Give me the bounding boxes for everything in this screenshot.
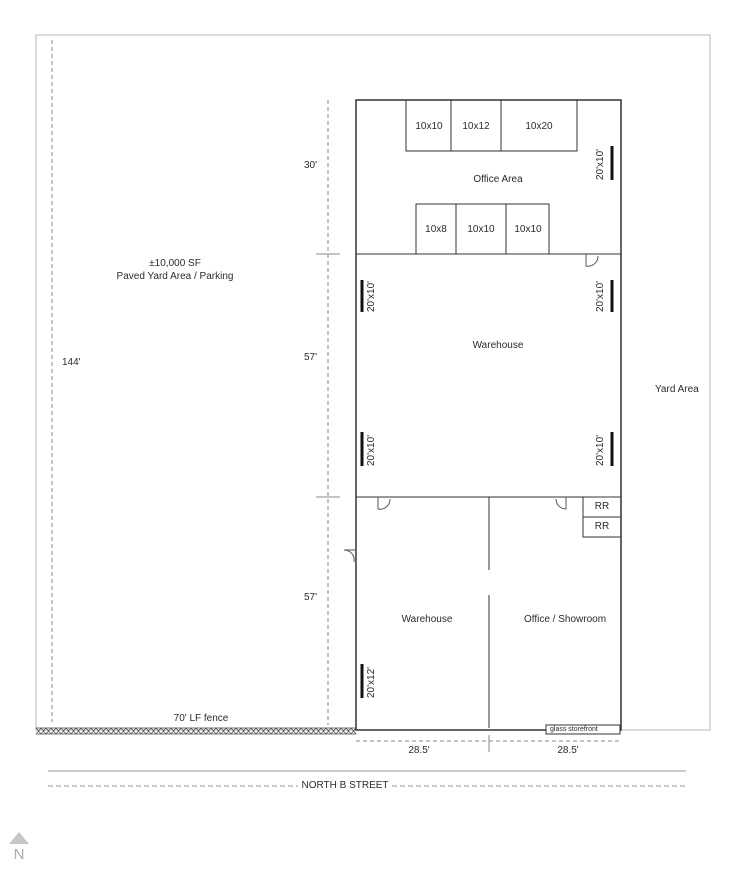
width-left-label: 28.5': [408, 745, 430, 756]
swing-door: [344, 550, 356, 562]
front-depth-label: 57': [304, 592, 318, 603]
door-size-label: 20'x10': [595, 434, 606, 466]
fence-pattern: [36, 728, 356, 734]
fence-label: 70' LF fence: [173, 713, 229, 724]
front-warehouse-label: Warehouse: [401, 614, 453, 625]
restroom-label: RR: [594, 521, 610, 532]
restroom-label: RR: [594, 501, 610, 512]
showroom-label: Office / Showroom: [523, 614, 607, 625]
door-size-label: 20'x12': [366, 666, 377, 698]
north-label: N: [13, 846, 25, 863]
site-depth-label: 144': [62, 357, 81, 368]
office-room-label: 10x12: [462, 121, 490, 132]
office-room-label: 10x10: [514, 224, 542, 235]
yard-area-right-label: Yard Area: [655, 384, 699, 395]
warehouse-depth-label: 57': [304, 352, 318, 363]
yard-area-size: ±10,000 SF: [149, 258, 201, 269]
office-depth-label: 30': [304, 160, 318, 171]
north-arrow-icon: [9, 832, 29, 844]
door-size-label: 20'x10': [595, 280, 606, 312]
north-arrow: [8, 832, 30, 868]
office-room-label: 10x10: [415, 121, 443, 132]
door-size-label: 20'x10': [366, 280, 377, 312]
office-room-label: 10x20: [525, 121, 553, 132]
office-area-label: Office Area: [473, 174, 523, 185]
street-name: NORTH B STREET: [298, 780, 391, 792]
office-room-label: 10x8: [425, 224, 447, 235]
fence-line: [36, 728, 356, 734]
office-room-label: 10x10: [467, 224, 495, 235]
storefront-label: glass storefront: [550, 726, 598, 733]
warehouse-label: Warehouse: [472, 340, 524, 351]
door-size-label: 20'x10': [366, 434, 377, 466]
door-size-label: 20'x10': [595, 148, 606, 180]
yard-area-description: Paved Yard Area / Parking: [116, 271, 234, 282]
width-right-label: 28.5': [557, 745, 579, 756]
